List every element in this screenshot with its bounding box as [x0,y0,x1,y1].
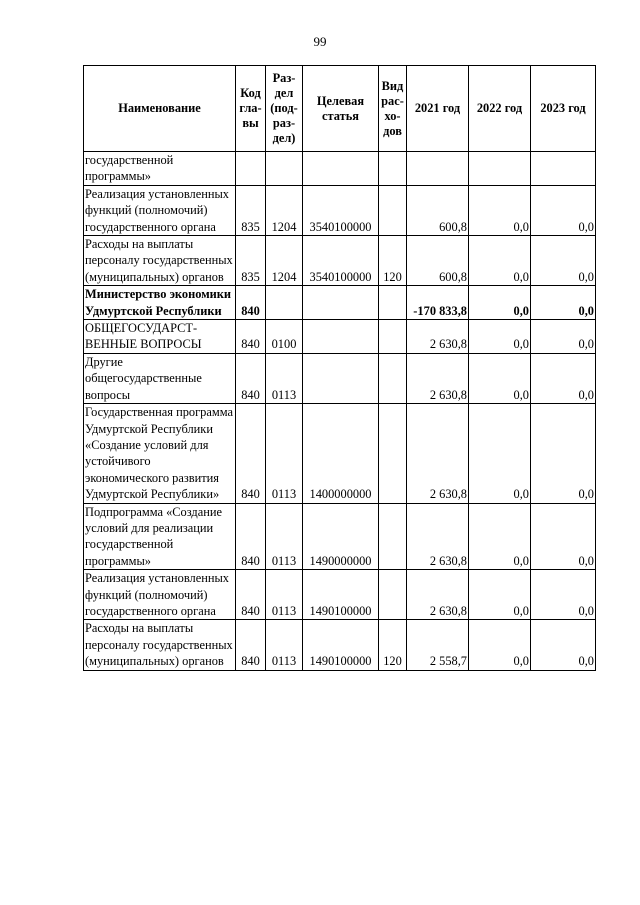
header-2022: 2022 год [469,66,531,152]
cell-code: 835 [236,185,266,235]
cell-target: 1490100000 [303,570,379,620]
cell-code: 840 [236,320,266,354]
cell-section: 0113 [266,353,303,403]
cell-2022: 0,0 [469,570,531,620]
table-header-row [84,66,596,152]
cell-target [303,286,379,320]
cell-target: 3540100000 [303,236,379,286]
cell-expense: 120 [379,236,407,286]
cell-target: 3540100000 [303,185,379,235]
cell-2022: 0,0 [469,236,531,286]
cell-2021: 2 630,8 [407,570,469,620]
cell-2022: 0,0 [469,503,531,570]
cell-2021 [407,152,469,186]
table-row [84,185,596,235]
cell-2021: 2 630,8 [407,404,469,503]
table-body [84,152,596,671]
cell-code: 840 [236,404,266,503]
cell-2023: 0,0 [531,620,596,670]
cell-name: Расходы на выплаты персоналу государственных (муниципальных) органов [84,236,236,286]
cell-section [266,152,303,186]
cell-2022: 0,0 [469,404,531,503]
table-row [84,152,596,186]
cell-2023: 0,0 [531,570,596,620]
cell-2021: 2 558,7 [407,620,469,670]
cell-expense [379,404,407,503]
cell-2022: 0,0 [469,320,531,354]
cell-section: 0113 [266,404,303,503]
cell-target: 1400000000 [303,404,379,503]
cell-2021: -170 833,8 [407,286,469,320]
cell-section: 0113 [266,620,303,670]
cell-code: 840 [236,620,266,670]
cell-2023: 0,0 [531,320,596,354]
cell-2022 [469,152,531,186]
cell-expense [379,570,407,620]
cell-code: 840 [236,353,266,403]
cell-2022: 0,0 [469,185,531,235]
cell-expense [379,503,407,570]
cell-section [266,286,303,320]
cell-2022: 0,0 [469,353,531,403]
cell-expense [379,152,407,186]
cell-expense [379,185,407,235]
header-expense: Вид рас- хо- дов [379,66,407,152]
cell-2023: 0,0 [531,404,596,503]
cell-2023: 0,0 [531,236,596,286]
cell-code [236,152,266,186]
cell-code: 840 [236,570,266,620]
cell-2023: 0,0 [531,286,596,320]
page-number: 99 [313,34,327,49]
cell-section: 0113 [266,503,303,570]
table-row [84,320,596,354]
budget-table [83,65,596,671]
cell-2023: 0,0 [531,503,596,570]
table-row [84,353,596,403]
header-section: Раз- дел (под- раз- дел) [266,66,303,152]
cell-expense [379,353,407,403]
cell-target: 1490000000 [303,503,379,570]
cell-2022: 0,0 [469,286,531,320]
cell-code: 835 [236,236,266,286]
cell-expense: 120 [379,620,407,670]
table-row [84,503,596,570]
header-target: Целевая статья [303,66,379,152]
cell-target [303,320,379,354]
cell-code: 840 [236,503,266,570]
table-row [84,620,596,670]
header-name: Наименование [84,66,236,152]
header-2021: 2021 год [407,66,469,152]
header-code: Код гла- вы [236,66,266,152]
cell-2023: 0,0 [531,353,596,403]
cell-section: 1204 [266,236,303,286]
table-row [84,570,596,620]
cell-name: государственной программы» [84,152,236,186]
cell-section: 0100 [266,320,303,354]
cell-2021: 600,8 [407,236,469,286]
cell-name: Государственная программа Удмуртской Республики «Создание условий для устойчивого экономического развития Удмуртской Республики» [84,404,236,503]
table-row [84,236,596,286]
cell-2022: 0,0 [469,620,531,670]
cell-name: Другие общегосударственные вопросы [84,353,236,403]
table-row [84,404,596,503]
cell-2021: 2 630,8 [407,503,469,570]
cell-target [303,353,379,403]
cell-name: Расходы на выплаты персоналу государственных (муниципальных) органов [84,620,236,670]
cell-2023 [531,152,596,186]
cell-code: 840 [236,286,266,320]
cell-2023: 0,0 [531,185,596,235]
cell-target: 1490100000 [303,620,379,670]
cell-2021: 600,8 [407,185,469,235]
cell-section: 1204 [266,185,303,235]
cell-name: Министерство экономики Удмуртской Республики [84,286,236,320]
cell-expense [379,320,407,354]
cell-name: Реализация установленных функций (полномочий) государственного органа [84,185,236,235]
cell-target [303,152,379,186]
cell-name: Подпрограмма «Создание условий для реализации государственной программы» [84,503,236,570]
cell-name: Реализация установленных функций (полномочий) государственного органа [84,570,236,620]
header-2023: 2023 год [531,66,596,152]
cell-section: 0113 [266,570,303,620]
cell-name: ОБЩЕГОСУДАРСТ- ВЕННЫЕ ВОПРОСЫ [84,320,236,354]
table-row [84,286,596,320]
cell-expense [379,286,407,320]
cell-2021: 2 630,8 [407,353,469,403]
cell-2021: 2 630,8 [407,320,469,354]
